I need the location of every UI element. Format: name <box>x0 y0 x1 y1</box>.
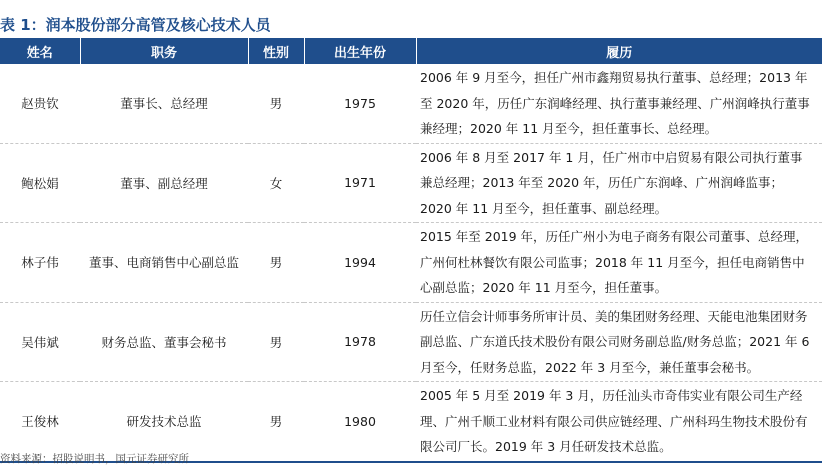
cell-position: 财务总监、董事会秘书 <box>101 334 227 350</box>
header-gender: 性别 <box>248 38 304 64</box>
header-position: 职务 <box>80 38 248 64</box>
table-row <box>0 302 822 382</box>
cell-birth-year: 1980 <box>344 413 376 429</box>
cell-gender: 男 <box>269 334 283 350</box>
header-birth-year: 出生年份 <box>304 38 416 64</box>
table-row <box>0 64 822 143</box>
cell-name: 赵贵钦 <box>21 96 59 112</box>
cell-gender: 男 <box>269 96 283 112</box>
source-note: 资料来源：招股说明书，国元证券研究所 <box>0 453 189 465</box>
table-row <box>0 143 822 223</box>
cell-name: 鲍松娟 <box>21 175 59 191</box>
cell-gender: 女 <box>269 175 283 191</box>
table-header-row <box>0 38 822 64</box>
cell-name: 吴伟斌 <box>21 334 59 350</box>
cell-position: 董事、电商销售中心副总监 <box>88 255 239 271</box>
cell-position: 董事、副总经理 <box>120 175 208 191</box>
cell-name: 王俊林 <box>21 414 59 430</box>
cell-gender: 男 <box>269 255 283 271</box>
table-row <box>0 223 822 303</box>
cell-position: 研发技术总监 <box>126 414 202 430</box>
table-caption: 表 1：润本股份部分高管及核心技术人员 <box>0 16 271 34</box>
cell-gender: 男 <box>269 414 283 430</box>
header-history: 履历 <box>606 45 633 61</box>
cell-history: 2015 年至 2019 年，历任广州小为电子商务有限公司董事、总经理，广州何杜林餐饮有限公司监事；2018 年 11 月至今，担任电商销售中心副总监；2020 年 11 月至今，担任董事。 <box>420 229 809 295</box>
cell-history: 2006 年 8 月至 2017 年 1 月，任广州市中启贸易有限公司执行董事兼总经理；2013 年至 2020 年，历任广东润峰、广州润峰监事；2020 年 11 月至今，担任董事、副总经理。 <box>420 149 803 216</box>
cell-history: 2006 年 9 月至今，担任广州市鑫翔贸易执行董事、总经理；2013 年至 2020 年，历任广东润峰经理、执行董事兼经理、广州润峰执行董事兼经理；2020 年 11 月至今，担任董事长、总经理。 <box>420 70 810 136</box>
cell-birth-year: 1978 <box>344 334 376 350</box>
table-row <box>0 382 822 462</box>
cell-birth-year: 1975 <box>344 95 376 111</box>
cell-name: 林子伟 <box>21 255 59 271</box>
cell-birth-year: 1994 <box>344 254 376 270</box>
cell-position: 董事长、总经理 <box>120 96 208 112</box>
cell-history: 历任立信会计师事务所审计员、美的集团财务经理、天能电池集团财务副总监、广东道氏技术股份有限公司财务副总监/财务总监；2021 年 6 月至今，任财务总监，2022 年 3 月至今，兼任董事会秘书。 <box>420 308 810 375</box>
cell-history: 2005 年 5 月至 2019 年 3 月，历任汕头市奇伟实业有限公司生产经理、广州千顺工业材料有限公司供应链经理、广州科玛生物技术股份有限公司厂长。2019 年 3 月任研发技术总监。 <box>420 388 808 454</box>
executives-table <box>0 38 822 463</box>
executives-table-container <box>0 38 822 463</box>
cell-birth-year: 1971 <box>344 175 376 191</box>
header-name: 姓名 <box>0 38 80 64</box>
